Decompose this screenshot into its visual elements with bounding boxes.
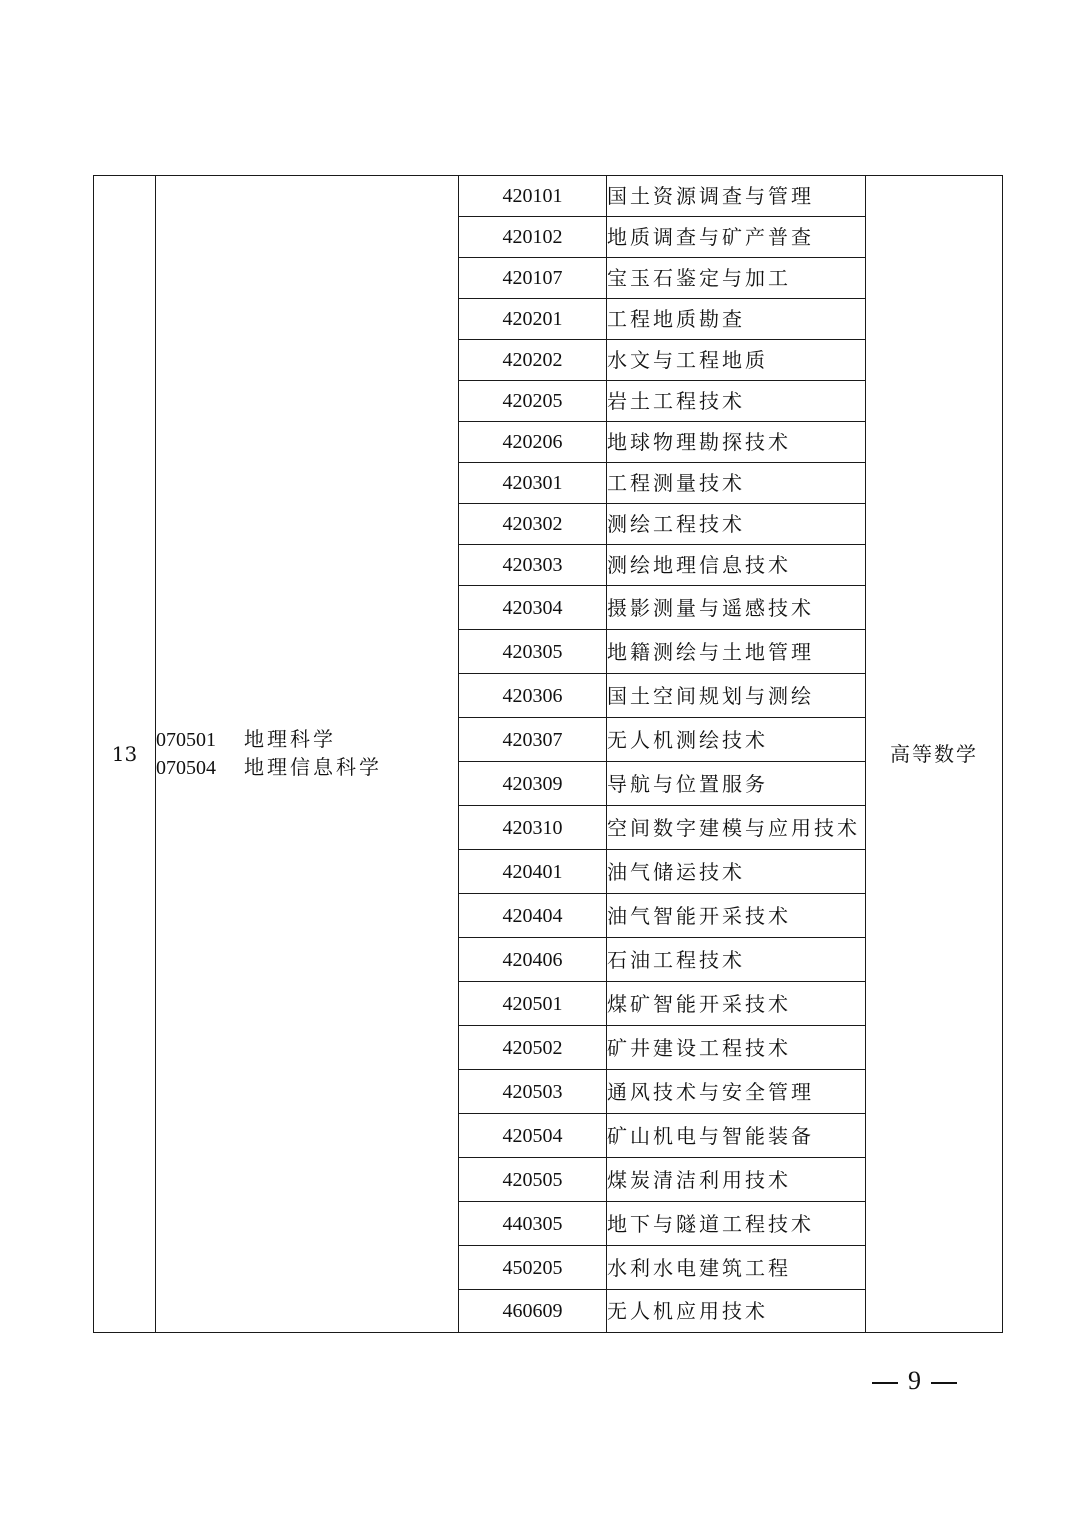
vocational-major-code: 420102 (459, 217, 607, 258)
row-number-cell: 13 (94, 176, 156, 1333)
vocational-major-code: 420202 (459, 340, 607, 381)
vocational-major-name: 测绘地理信息技术 (607, 545, 866, 586)
vocational-major-code: 440305 (459, 1202, 607, 1246)
vocational-major-name: 国土资源调查与管理 (607, 176, 866, 217)
vocational-major-code: 460609 (459, 1290, 607, 1333)
vocational-major-code: 420309 (459, 762, 607, 806)
vocational-major-code: 450205 (459, 1246, 607, 1290)
vocational-major-name: 煤矿智能开采技术 (607, 982, 866, 1026)
vocational-major-code: 420303 (459, 545, 607, 586)
vocational-major-name: 无人机测绘技术 (607, 718, 866, 762)
vocational-major-name: 水利水电建筑工程 (607, 1246, 866, 1290)
vocational-major-code: 420305 (459, 630, 607, 674)
vocational-major-name: 地质调查与矿产普查 (607, 217, 866, 258)
vocational-major-code: 420101 (459, 176, 607, 217)
vocational-major-name: 水文与工程地质 (607, 340, 866, 381)
vocational-major-name: 国土空间规划与测绘 (607, 674, 866, 718)
vocational-major-name: 无人机应用技术 (607, 1290, 866, 1333)
page-number (862, 1366, 967, 1396)
table-row (94, 176, 1003, 217)
vocational-major-code: 420406 (459, 938, 607, 982)
vocational-major-code: 420304 (459, 586, 607, 630)
vocational-major-code: 420302 (459, 504, 607, 545)
undergrad-major-code: 070501 (156, 729, 216, 751)
vocational-major-name: 通风技术与安全管理 (607, 1070, 866, 1114)
vocational-major-name: 油气储运技术 (607, 850, 866, 894)
vocational-major-code: 420307 (459, 718, 607, 762)
vocational-major-name: 测绘工程技术 (607, 504, 866, 545)
vocational-major-code: 420502 (459, 1026, 607, 1070)
major-table (93, 175, 1003, 1333)
vocational-major-code: 420401 (459, 850, 607, 894)
vocational-major-name: 地下与隧道工程技术 (607, 1202, 866, 1246)
vocational-major-name: 工程测量技术 (607, 463, 866, 504)
vocational-major-name: 矿山机电与智能装备 (607, 1114, 866, 1158)
vocational-major-code: 420310 (459, 806, 607, 850)
vocational-major-code: 420206 (459, 422, 607, 463)
vocational-major-name: 宝玉石鉴定与加工 (607, 258, 866, 299)
vocational-major-code: 420107 (459, 258, 607, 299)
undergrad-major-code: 070504 (156, 757, 216, 779)
vocational-major-code: 420501 (459, 982, 607, 1026)
undergrad-majors-cell (156, 176, 459, 1333)
page-number-value: 9 (908, 1366, 921, 1395)
undergrad-major (156, 726, 458, 754)
vocational-major-name: 空间数字建模与应用技术 (607, 806, 866, 850)
vocational-major-code: 420205 (459, 381, 607, 422)
vocational-major-name: 矿井建设工程技术 (607, 1026, 866, 1070)
exam-subject-cell: 高等数学 (866, 176, 1003, 1333)
vocational-major-code: 420201 (459, 299, 607, 340)
vocational-major-name: 地球物理勘探技术 (607, 422, 866, 463)
vocational-major-code: 420503 (459, 1070, 607, 1114)
vocational-major-code: 420504 (459, 1114, 607, 1158)
vocational-major-name: 石油工程技术 (607, 938, 866, 982)
vocational-major-name: 地籍测绘与土地管理 (607, 630, 866, 674)
vocational-major-name: 煤炭清洁利用技术 (607, 1158, 866, 1202)
vocational-major-code: 420404 (459, 894, 607, 938)
major-table-body (94, 176, 1003, 1333)
undergrad-major-name: 地理信息科学 (244, 755, 382, 779)
undergrad-major-name: 地理科学 (244, 727, 336, 751)
vocational-major-name: 摄影测量与遥感技术 (607, 586, 866, 630)
vocational-major-code: 420306 (459, 674, 607, 718)
vocational-major-name: 油气智能开采技术 (607, 894, 866, 938)
undergrad-major (156, 754, 458, 782)
vocational-major-name: 导航与位置服务 (607, 762, 866, 806)
vocational-major-code: 420505 (459, 1158, 607, 1202)
vocational-major-name: 岩土工程技术 (607, 381, 866, 422)
page-dash-right (931, 1382, 957, 1384)
page-dash-left (872, 1382, 898, 1384)
vocational-major-code: 420301 (459, 463, 607, 504)
vocational-major-name: 工程地质勘查 (607, 299, 866, 340)
